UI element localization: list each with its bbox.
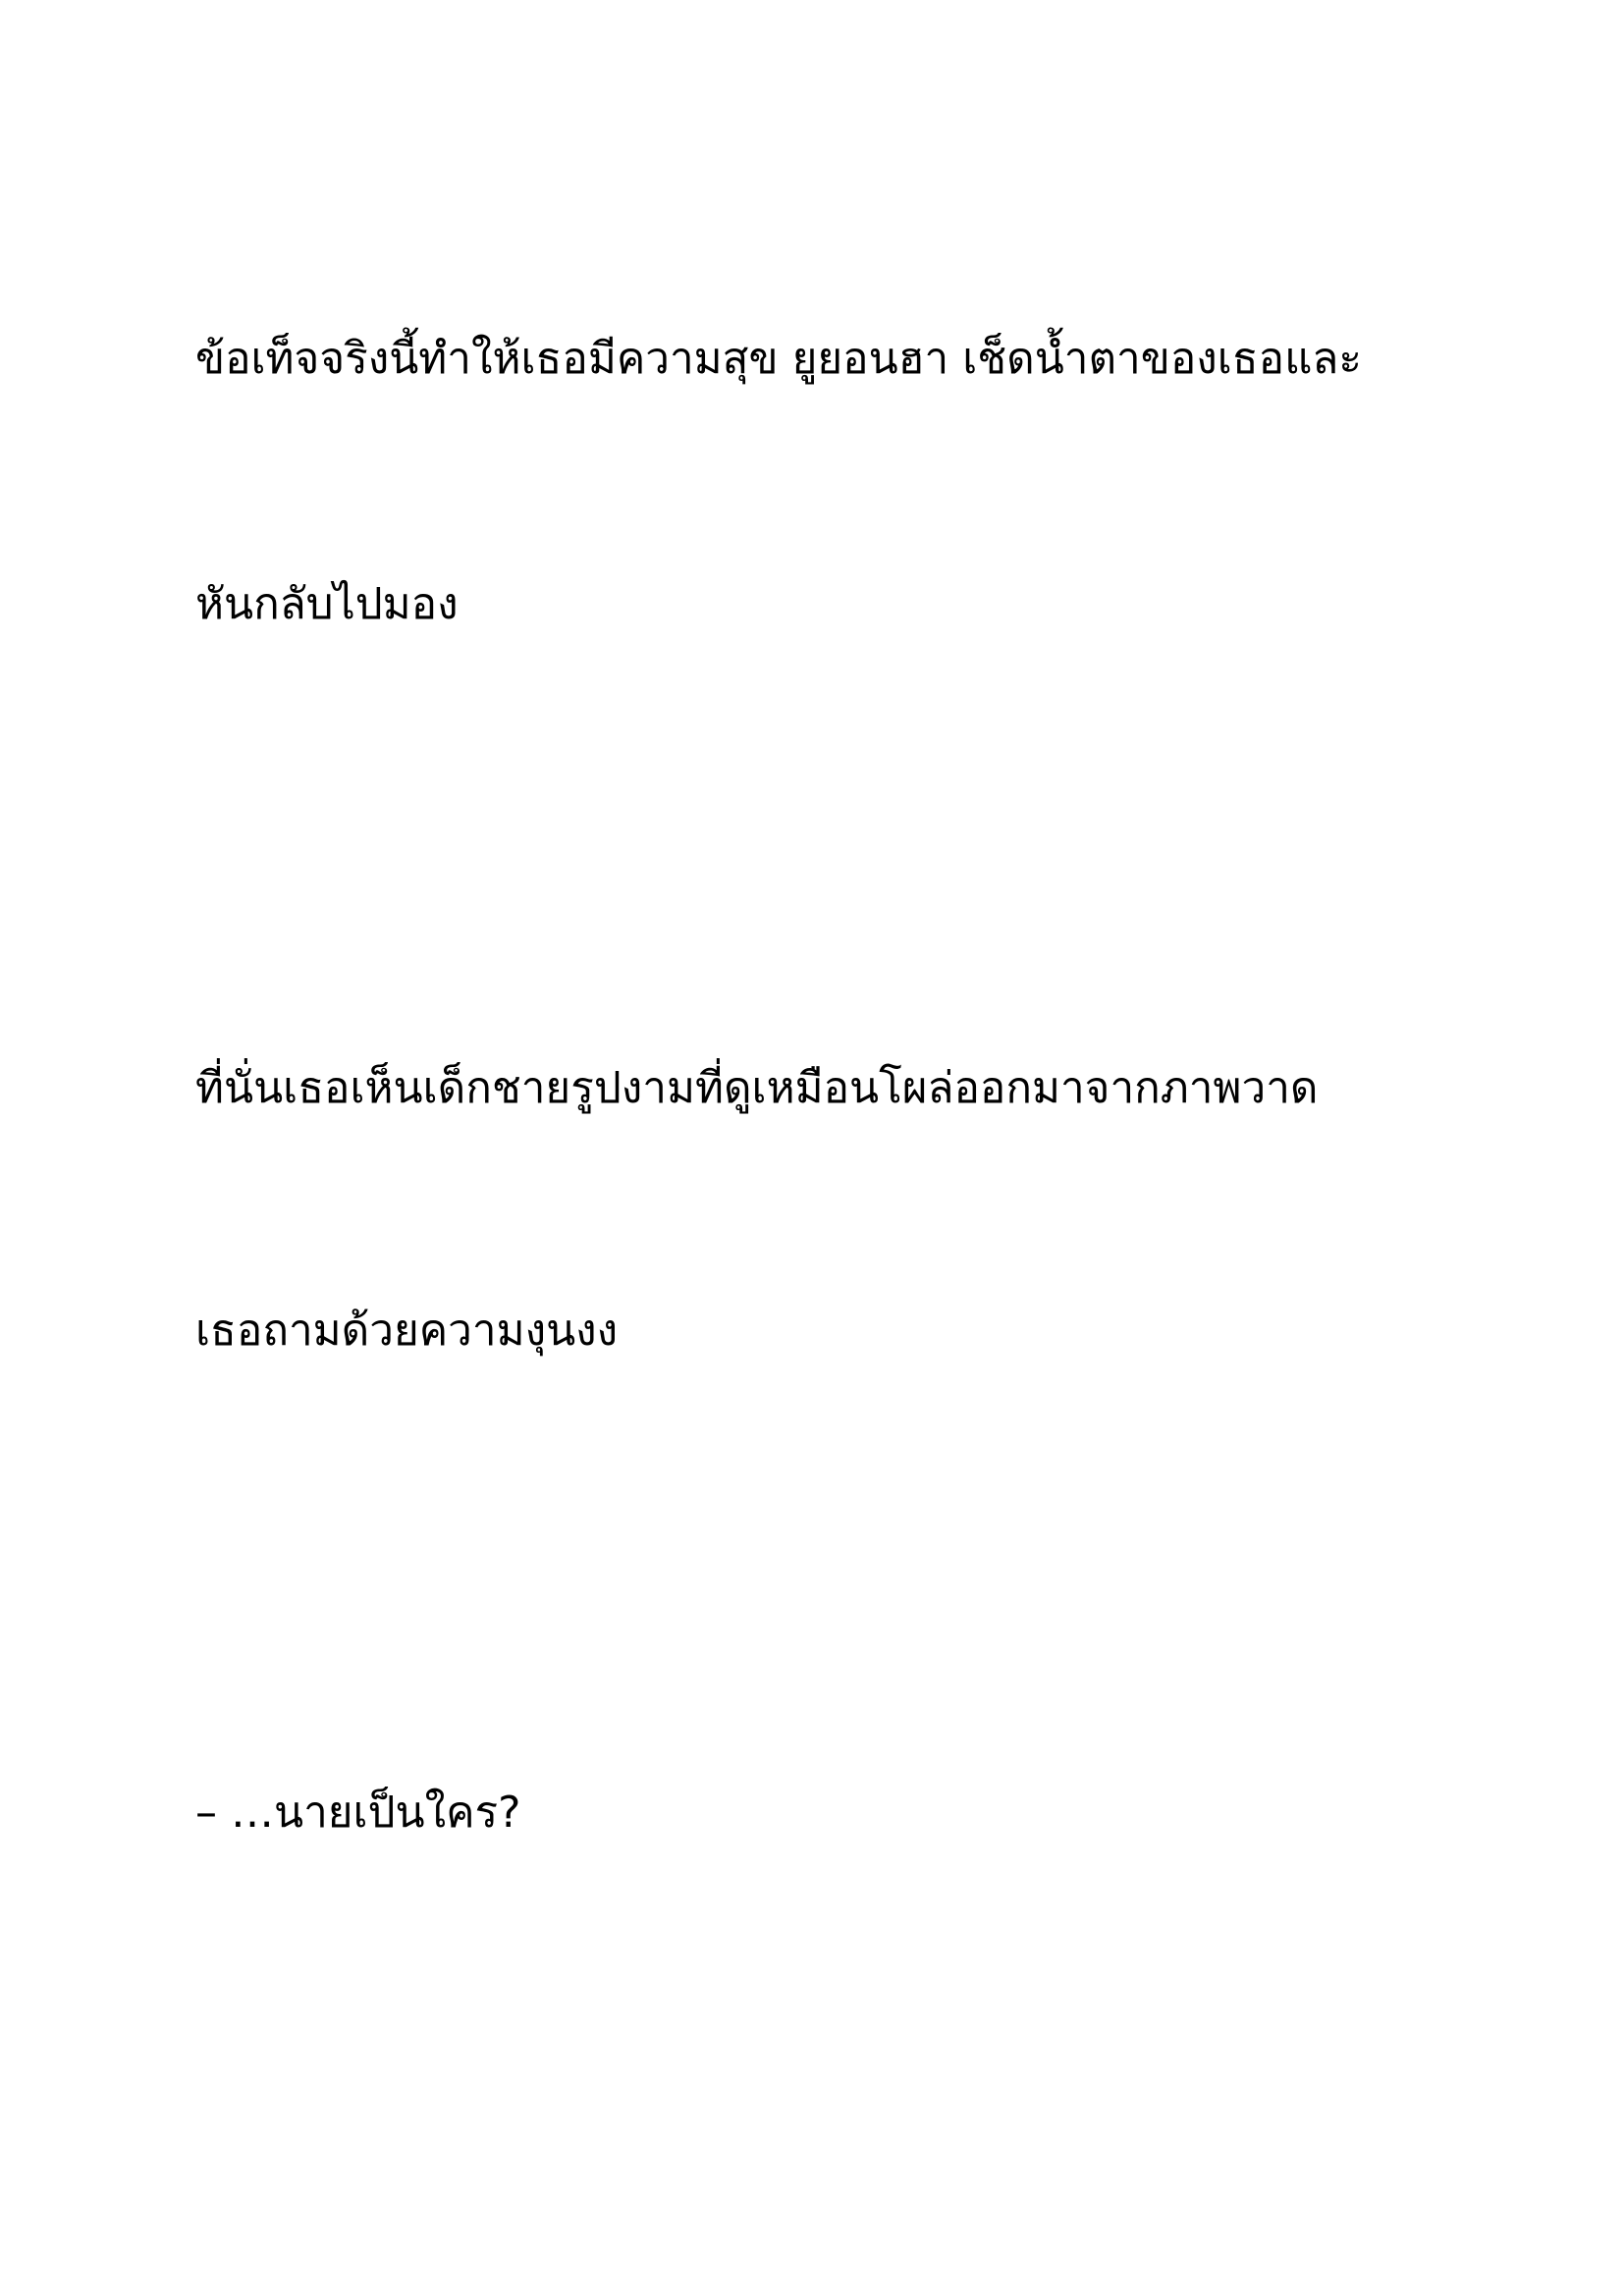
- paragraph-line: ที่นั่นเธอเห็นเด็กชายรูปงามที่ดูเหมือนโผล่ออกมาจากภาพวาด: [195, 1063, 1319, 1113]
- paragraph-line: ข้อเท็จจริงนี้ทำให้เธอมีความสุข ยูยอนฮา เช็ดน้ำตาของเธอและ: [195, 334, 1363, 384]
- dialogue-line: – …นายเป็นใคร?: [195, 1788, 521, 1838]
- paragraph-line: เธอถามด้วยความงุนงง: [195, 1306, 619, 1356]
- paragraph-line: หันกลับไปมอง: [195, 579, 459, 629]
